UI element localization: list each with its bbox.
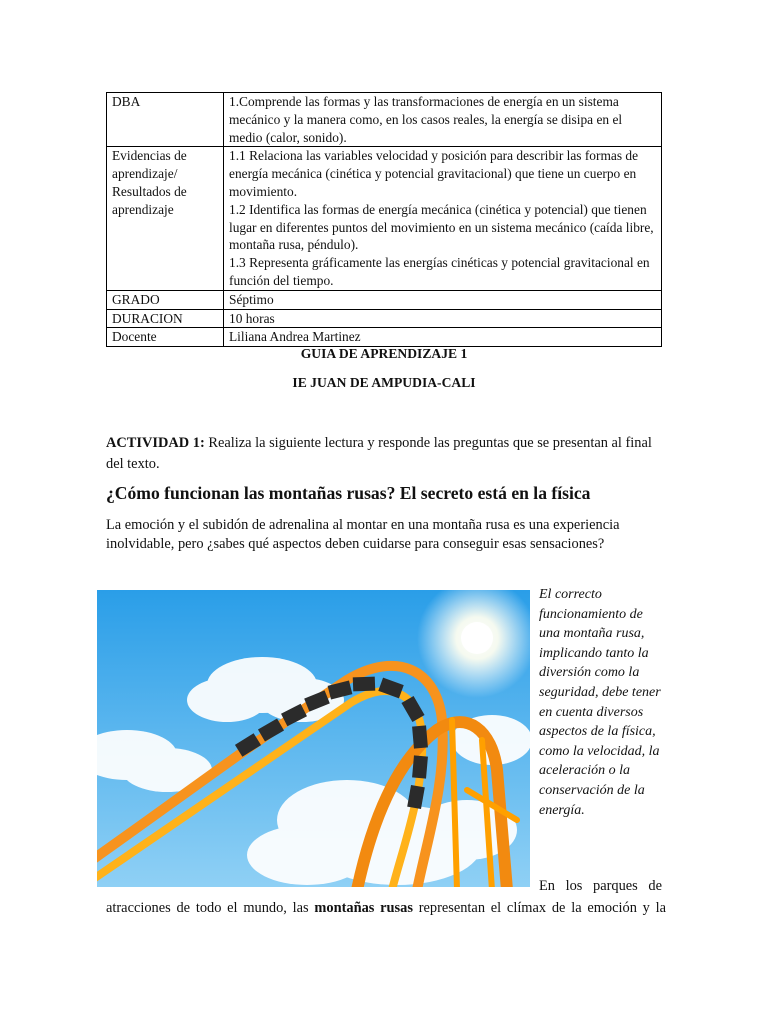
row-value-list (224, 147, 662, 290)
table-row (107, 309, 662, 328)
table-row (107, 93, 662, 147)
table-row (107, 328, 662, 347)
article-intro: La emoción y el subidón de adrenalina al montar en una montaña rusa es una experiencia inolvidable, pero ¿sabes qué aspectos deben cuidarse para conseguir esas sensaciones? (106, 517, 620, 552)
row-value: 10 horas (224, 309, 662, 328)
table-row (107, 147, 662, 290)
row-value: 1.Comprende las formas y las transformaciones de energía en un sistema mecánico y la manera como, en los casos reales, la energía se disipa en el medio (calor, sonido). (224, 93, 662, 147)
body-text: atracciones de todo el mundo, las (106, 900, 315, 916)
row-value: Liliana Andrea Martinez (224, 328, 662, 347)
guide-title: GUIA DE APRENDIZAJE 1 (300, 346, 468, 361)
row-label: DBA (107, 93, 224, 147)
activity-text: Realiza la siguiente lectura y responde las preguntas que se presentan al final del texto. (106, 435, 652, 472)
body-text: representan el clímax de la emoción y la (412, 900, 666, 916)
article-body-line: En los parques de (539, 878, 662, 894)
indicator-item: 1.1 Relaciona las variables velocidad y posición para describir las formas de energía mecánica (cinética y potencial gravitacional) que tiene un cuerpo en movimiento. (229, 148, 639, 199)
photo-caption: El correcto funcionamiento de una montaña rusa, implicando tanto la diversión como la seguridad, debe tener en cuenta diversos aspectos de la física, como la velocidad, la aceleración o la conservación de la energía. (539, 587, 661, 818)
table-row (107, 290, 662, 309)
row-label: Docente (107, 328, 224, 347)
activity-instruction (106, 433, 662, 475)
row-label: Evidencias de aprendizaje/ Resultados de aprendizaje (107, 147, 224, 290)
activity-label: ACTIVIDAD 1: (106, 435, 205, 451)
indicator-item: 1.2 Identifica las formas de energía mecánica (cinética y potencial) que tienen lugar en diferentes puntos del movimiento en un sistema mecánico (caída libre, montaña rusa, péndulo). (229, 201, 654, 253)
roller-coaster-photo (97, 590, 530, 887)
roller-coaster-illustration (97, 590, 530, 887)
indicator-item: 1.3 Representa gráficamente las energías cinéticas y potencial gravitacional en función del tiempo. (229, 255, 650, 288)
sun-core (461, 622, 493, 654)
article-heading: ¿Cómo funcionan las montañas rusas? El secreto está en la física (106, 483, 591, 503)
school-title: IE JUAN DE AMPUDIA-CALI (292, 375, 476, 390)
info-table (106, 92, 662, 347)
article-body-line (106, 898, 666, 918)
body-bold-term: montañas rusas (314, 900, 413, 916)
row-label: GRADO (107, 290, 224, 309)
row-label: DURACION (107, 309, 224, 328)
row-value: Séptimo (224, 290, 662, 309)
